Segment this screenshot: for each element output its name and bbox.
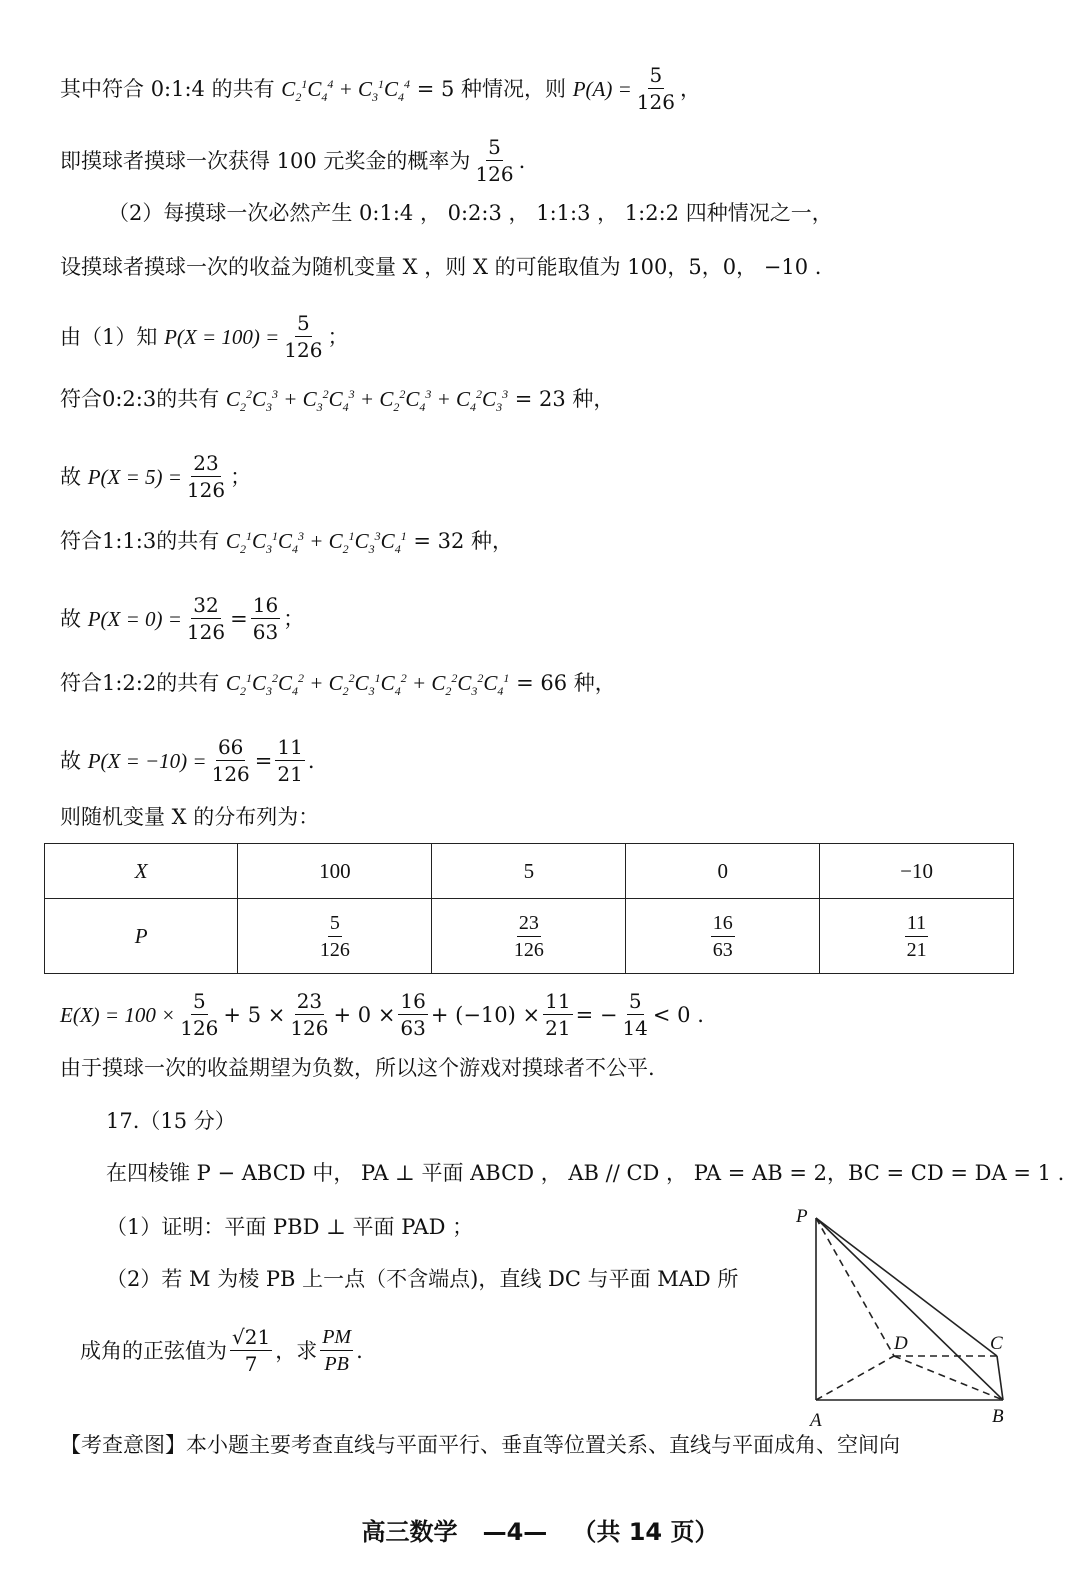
footer-subject: 高三数学 xyxy=(361,1518,458,1546)
table-row xyxy=(45,844,1014,899)
text: = 23 种， xyxy=(514,387,615,411)
text: 17.（15 分） xyxy=(106,1109,236,1133)
text: 即摸球者摸球一次获得 100 元奖金的概率为 xyxy=(60,148,471,173)
line-3 xyxy=(108,198,1040,228)
text: 在四棱锥 P − ABCD 中， PA ⊥ 平面 ABCD ， AB // CD ， PA = AB = 2，BC = CD = DA = 1 . xyxy=(106,1161,1065,1185)
fraction: $\frac{√21}{7}$ xyxy=(232,1325,271,1376)
pyramid-figure xyxy=(790,1200,1030,1435)
text: = 5 种情况，则 xyxy=(416,76,567,101)
page-total: （共 14 页） xyxy=(572,1518,719,1546)
fraction: $\frac{32}{126}$ xyxy=(186,593,226,644)
table-header-x: X xyxy=(45,844,238,899)
problem-number xyxy=(106,1106,1040,1136)
expectation-line xyxy=(60,990,1040,1039)
fraction: $\frac{11}{21}$ xyxy=(277,735,303,786)
edge-pd xyxy=(816,1218,894,1356)
text: 其中符合 xyxy=(60,76,144,101)
ratio: 0:2:3 xyxy=(102,387,157,411)
table-cell: 5 xyxy=(432,844,626,899)
text: . xyxy=(356,1338,363,1363)
table-row xyxy=(45,899,1014,974)
text: + 0 × xyxy=(333,1002,396,1027)
text: 故 xyxy=(60,464,81,489)
line-1: 其中符合 0:1:4 的共有 $C_2^1C_4^4 + C_3^1C_4^4$ = 5 种情况，则 P(A) = $\frac{5}{126}$ ， xyxy=(60,63,701,114)
fraction: $\frac{5}{126}$ xyxy=(319,911,350,961)
fraction: $\frac{5}{126}$ xyxy=(284,311,323,362)
line-10 xyxy=(60,668,1040,698)
line-5: 由（1）知 P(X = 100) = $\frac{5}{126}$ ； xyxy=(60,311,349,362)
fraction: $\frac{23}{126}$ xyxy=(186,451,226,502)
line-6 xyxy=(60,384,1040,414)
line-12 xyxy=(60,802,1040,832)
table-cell xyxy=(432,899,626,974)
probability-expr: P(X = 0) = xyxy=(87,606,182,631)
fraction: $\frac{23}{126}$ xyxy=(513,911,544,961)
text: < 0 . xyxy=(652,1002,704,1027)
table-cell xyxy=(238,899,432,974)
edge-pb xyxy=(816,1218,1003,1400)
line-7: 故 P(X = 5) = $\frac{23}{126}$ ； xyxy=(60,451,252,502)
combination-expression: $C_2^2C_3^3 + C_3^2C_4^3 + C_2^2C_4^3 + C_4^2C_3^3$ xyxy=(225,387,509,415)
table-header-p: P xyxy=(45,899,238,974)
text: = 32 种， xyxy=(413,529,514,553)
label-a: A xyxy=(810,1410,822,1431)
table-cell: 100 xyxy=(238,844,432,899)
fraction: $\frac{16}{63}$ xyxy=(400,989,426,1040)
text: 的共有 xyxy=(156,529,220,553)
fraction: $\frac{5}{14}$ xyxy=(622,989,648,1040)
fraction: $\frac{11}{21}$ xyxy=(906,911,927,961)
line-9: 故 P(X = 0) = $\frac{32}{126}$ = $\frac{16}{63}$ ； xyxy=(60,593,305,644)
text: （1）证明：平面 PBD ⊥ 平面 PAD ； xyxy=(106,1215,474,1239)
text: + (−10) × xyxy=(430,1002,541,1027)
text: 的共有 xyxy=(156,671,220,695)
page-footer xyxy=(0,1512,1080,1547)
ratio: 1:1:3 xyxy=(102,529,157,553)
text: 故 xyxy=(60,606,81,631)
text: 则随机变量 X 的分布列为： xyxy=(60,805,320,829)
text: 的共有 xyxy=(211,76,275,101)
fraction: $\frac{16}{63}$ xyxy=(252,593,279,644)
combination-expression: $C_2^1C_4^4 + C_3^1C_4^4$ xyxy=(281,76,411,104)
probability-expr: P(X = 100) = xyxy=(164,324,280,349)
text: 由于摸球一次的收益期望为负数，所以这个游戏对摸球者不公平. xyxy=(60,1056,655,1080)
label-b: B xyxy=(992,1406,1004,1427)
table-cell xyxy=(820,899,1014,974)
fraction: $\frac{5}{126}$ xyxy=(636,63,675,114)
line-2: 即摸球者摸球一次获得 100 元奖金的概率为 $\frac{5}{126}$ . xyxy=(60,135,526,186)
fraction: $\frac{16}{63}$ xyxy=(712,911,733,961)
distribution-table xyxy=(44,843,1014,974)
table-cell: −10 xyxy=(820,844,1014,899)
text: 故 xyxy=(60,748,81,773)
text: = 66 种， xyxy=(516,671,616,695)
text: + 5 × xyxy=(223,1002,286,1027)
text: 成角的正弦值为 xyxy=(80,1338,227,1363)
label-p: P xyxy=(796,1206,808,1227)
line-14 xyxy=(60,1053,1040,1083)
fraction: $\frac{11}{21}$ xyxy=(545,989,571,1040)
fraction: $\frac{23}{126}$ xyxy=(290,989,329,1040)
ratio: 0:1:4 xyxy=(150,76,205,101)
fraction: $\frac{66}{126}$ xyxy=(211,735,250,786)
ratio: 1:2:2 xyxy=(102,671,157,695)
label-c: C xyxy=(990,1333,1003,1354)
fraction: $\frac{5}{126}$ xyxy=(180,989,219,1040)
probability-expr: P(X = 5) = xyxy=(87,464,182,489)
label-d: D xyxy=(894,1333,908,1354)
text: = − xyxy=(575,1002,618,1027)
text: 符合 xyxy=(60,387,102,411)
combination-expression: $C_2^1C_3^1C_4^3 + C_2^1C_3^3C_4^1$ xyxy=(225,529,407,557)
text: E(X) = 100 × xyxy=(60,1002,176,1027)
table-cell xyxy=(626,899,820,974)
probability-expr: P(A) = xyxy=(572,76,632,101)
text: 符合 xyxy=(60,671,102,695)
edge-bc xyxy=(997,1356,1003,1400)
problem-statement xyxy=(106,1158,1065,1188)
line-11: 故 P(X = −10) = $\frac{66}{126}$ = $\frac{11}{21}$ . xyxy=(60,735,315,786)
fraction: $\frac{PM}{PB}$ xyxy=(322,1326,352,1375)
page-number: —4— xyxy=(482,1518,548,1546)
fraction: $\frac{5}{126}$ xyxy=(475,135,514,186)
text: 符合 xyxy=(60,529,102,553)
table-cell: 0 xyxy=(626,844,820,899)
text: （2）每摸球一次必然产生 0:1:4 ， 0:2:3 ， 1:1:3 ， 1:2:2 四种情况之一， xyxy=(108,201,833,225)
text: ，求 xyxy=(275,1338,318,1363)
line-4 xyxy=(60,252,1040,282)
exam-intent xyxy=(60,1430,1040,1460)
text: 由（1）知 xyxy=(60,324,158,349)
probability-expr: P(X = −10) = xyxy=(87,748,207,773)
edge-ad xyxy=(816,1356,894,1400)
line-8 xyxy=(60,526,1040,556)
text: 【考查意图】本小题主要考查直线与平面平行、垂直等位置关系、直线与平面成角、空间向 xyxy=(60,1433,900,1457)
combination-expression: $C_2^1C_3^2C_4^2 + C_2^2C_3^1C_4^2 + C_2^2C_3^2C_4^1$ xyxy=(225,671,510,699)
text: （2）若 M 为棱 PB 上一点（不含端点)，直线 DC 与平面 MAD 所 xyxy=(106,1267,739,1291)
text: 的共有 xyxy=(156,387,220,411)
text: 设摸球者摸球一次的收益为随机变量 X ，则 X 的可能取值为 100，5，0， −10 . xyxy=(60,255,822,279)
edge-bd xyxy=(894,1356,1003,1400)
